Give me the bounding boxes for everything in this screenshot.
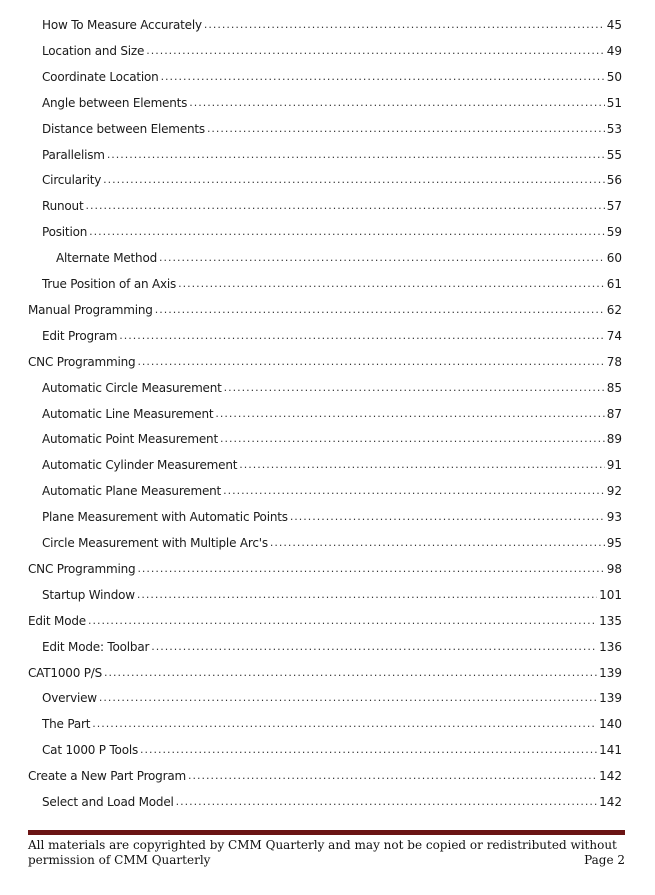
toc-entry-title: Plane Measurement with Automatic Points [42,510,288,525]
toc-entry-title: Automatic Plane Measurement [42,484,222,499]
toc-entry-title: Location and Size [42,43,145,58]
toc-entry[interactable] [42,67,622,85]
toc-dot-leader [176,794,597,810]
toc-entry-page: 61 [606,277,622,291]
toc-entry[interactable] [42,688,622,706]
toc-dot-leader [290,509,605,525]
toc-entry[interactable] [42,481,622,499]
toc-entry-page: 135 [599,613,622,628]
toc-entry[interactable] [42,41,622,59]
copyright-line-2: permission of CMM Quarterly [28,853,211,867]
toc-dot-leader [85,198,604,214]
toc-entry-title: Manual Programming [28,302,153,317]
toc-entry-page: 87 [606,406,622,421]
toc-entry-title: Automatic Line Measurement [42,406,214,421]
toc-entry[interactable] [28,766,622,784]
toc-entry-title: True Position of an Axis [42,277,177,291]
toc-entry-title: CAT1000 P/S [28,665,103,680]
toc-entry-title: Startup Window [42,587,135,602]
toc-entry[interactable] [42,222,622,240]
toc-entry-page: 139 [599,691,622,706]
toc-entry[interactable] [42,145,622,163]
toc-entry-page: 95 [606,536,622,550]
toc-entry-page: 92 [606,484,622,499]
toc-dot-leader [146,43,605,59]
toc-entry-title: Select and Load Model [42,795,174,809]
toc-entry[interactable] [42,507,622,525]
toc-dot-leader [270,535,605,551]
toc-entry-page: 60 [606,251,622,266]
toc-entry[interactable] [42,93,622,111]
toc-entry[interactable] [42,196,622,214]
toc-dot-leader [119,328,604,344]
toc-entry[interactable] [42,533,622,551]
toc-dot-leader [103,172,605,188]
toc-entry[interactable] [42,119,622,137]
toc-entry-page: 141 [599,743,622,758]
toc-entry-title: Edit Mode: Toolbar [42,639,150,654]
toc-entry-page: 85 [606,380,622,395]
toc-entry[interactable] [42,429,622,447]
toc-entry-title: Cat 1000 P Tools [42,743,139,758]
toc-dot-leader [220,431,605,447]
toc-entry-page: 101 [599,587,622,602]
toc-entry-title: Circularity [42,173,102,188]
toc-dot-leader [188,768,597,784]
toc-entry-page: 98 [606,561,622,576]
toc-entry[interactable] [42,378,622,396]
toc-entry-title: Overview [42,691,97,706]
toc-entry-page: 59 [606,225,622,240]
toc-entry[interactable] [28,611,622,629]
toc-entry-title: How To Measure Accurately [42,18,202,32]
toc-entry-title: Automatic Circle Measurement [42,380,222,395]
footer-rule [28,830,625,835]
toc-entry-title: The Part [42,717,91,732]
toc-entry-page: 139 [599,665,622,680]
toc-entry-page: 53 [606,121,622,136]
toc-entry[interactable] [42,274,622,292]
toc-dot-leader [207,121,605,137]
toc-entry[interactable] [28,559,622,577]
toc-entry-page: 91 [606,458,622,473]
toc-entry-page: 142 [599,795,622,809]
toc-entry-page: 89 [606,432,622,447]
toc-entry-title: Position [42,225,88,240]
toc-dot-leader [107,147,605,163]
toc-entry[interactable] [28,300,622,318]
toc-dot-leader [239,457,604,473]
toc-entry-page: 57 [606,199,622,214]
toc-entry-page: 142 [599,769,622,784]
copyright-line-1: All materials are copyrighted by CMM Quarterly and may not be copied or redistributed without [28,838,617,852]
toc-entry[interactable] [42,714,622,732]
toc-dot-leader [89,224,605,240]
toc-dot-leader [215,406,604,422]
toc-entry-title: CNC Programming [28,354,136,369]
toc-entry[interactable] [42,740,622,758]
toc-entry-title: Edit Program [42,328,118,343]
toc-entry-page: 50 [606,69,622,84]
toc-entry-page: 62 [606,302,622,317]
toc-entry[interactable] [42,637,622,655]
toc-entry-page: 45 [606,18,622,32]
toc-entry[interactable] [28,663,622,681]
toc-entry-title: Automatic Point Measurement [42,432,218,447]
toc-entry[interactable] [42,585,622,603]
toc-dot-leader [92,716,597,732]
toc-entry[interactable] [42,15,622,33]
toc-entry-page: 136 [599,639,622,654]
toc-entry-title: Angle between Elements [42,95,188,110]
toc-entry-page: 55 [606,147,622,162]
toc-dot-leader [161,69,605,85]
toc-dot-leader [224,380,605,396]
toc-entry-page: 93 [606,510,622,525]
toc-dot-leader [223,483,605,499]
toc-entry-title: Automatic Cylinder Measurement [42,458,238,473]
footer [28,838,625,868]
toc-entry-title: Create a New Part Program [28,769,186,784]
toc-entry-page: 78 [606,354,622,369]
toc-entry-title: Edit Mode [28,613,86,628]
toc-entry-page: 51 [606,95,622,110]
toc-entry-page: 56 [606,173,622,188]
toc-dot-leader [140,742,597,758]
toc-entry-title: Parallelism [42,147,105,162]
toc-entry-page: 74 [606,328,622,343]
toc-dot-leader [99,690,597,706]
toc-dot-leader [155,302,605,318]
toc-entry-title: Runout [42,199,84,214]
toc-dot-leader [204,17,605,33]
toc-entry[interactable] [42,170,622,188]
toc-entry-title: Alternate Method [56,251,158,266]
toc-entry[interactable] [42,326,622,344]
toc-entry[interactable] [42,792,622,810]
toc-dot-leader [137,587,597,603]
page-number: Page 2 [584,853,625,867]
toc-dot-leader [88,613,597,629]
toc-dot-leader [151,639,597,655]
toc-entry[interactable] [28,352,622,370]
toc-entry-title: CNC Programming [28,561,136,576]
toc-entry-page: 140 [599,717,622,732]
toc-dot-leader [137,354,604,370]
toc-entry[interactable] [42,404,622,422]
toc-entry[interactable] [56,248,622,266]
toc-entry-title: Coordinate Location [42,69,159,84]
toc-entry-title: Distance between Elements [42,121,205,136]
toc-dot-leader [178,276,605,292]
toc-dot-leader [159,250,605,266]
toc-entry[interactable] [42,455,622,473]
toc-entry-title: Circle Measurement with Multiple Arc's [42,536,268,550]
toc-dot-leader [104,665,597,681]
toc-dot-leader [137,561,604,577]
toc-dot-leader [189,95,605,111]
toc-entry-page: 49 [606,43,622,58]
